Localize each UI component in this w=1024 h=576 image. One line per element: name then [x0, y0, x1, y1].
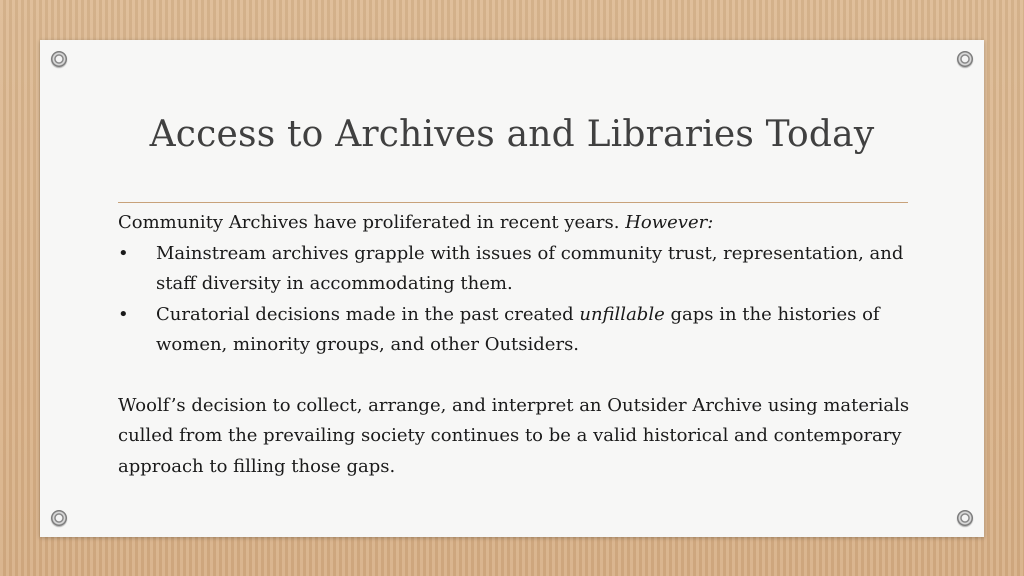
screw-icon [51, 510, 67, 526]
title-divider [118, 202, 908, 203]
slide-title: Access to Archives and Libraries Today [149, 114, 875, 155]
closing-paragraph: Woolf’s decision to collect, arrange, and interpret an Outsider Archive using materials culled from the prevailing society continues to be a valid historical and contemporary approach to filling those gaps. [118, 394, 910, 477]
intro-paragraph [118, 208, 918, 239]
bullet-icon: • [118, 242, 129, 264]
screw-icon [957, 510, 973, 526]
bullet-text: Mainstream archives grapple with issues of community trust, representation, and staff diversity in accommodating them. [156, 242, 904, 294]
screw-icon [51, 51, 67, 67]
intro-emphasis: However: [625, 212, 714, 233]
bullet-icon: • [118, 303, 129, 325]
bullet-list [118, 239, 918, 361]
bullet-item [118, 300, 918, 361]
screw-icon [957, 51, 973, 67]
slide-body [118, 208, 918, 482]
bullet-emphasis: unfillable [579, 303, 665, 325]
intro-text: Community Archives have proliferated in recent years. [118, 212, 626, 233]
bullet-item [118, 239, 918, 300]
bullet-text-end: gaps in the histories of women, minority groups, and other Outsiders. [156, 303, 880, 355]
spacer [118, 361, 918, 391]
bullet-text: Curatorial decisions made in the past created [156, 303, 580, 325]
slide-board [40, 40, 984, 537]
